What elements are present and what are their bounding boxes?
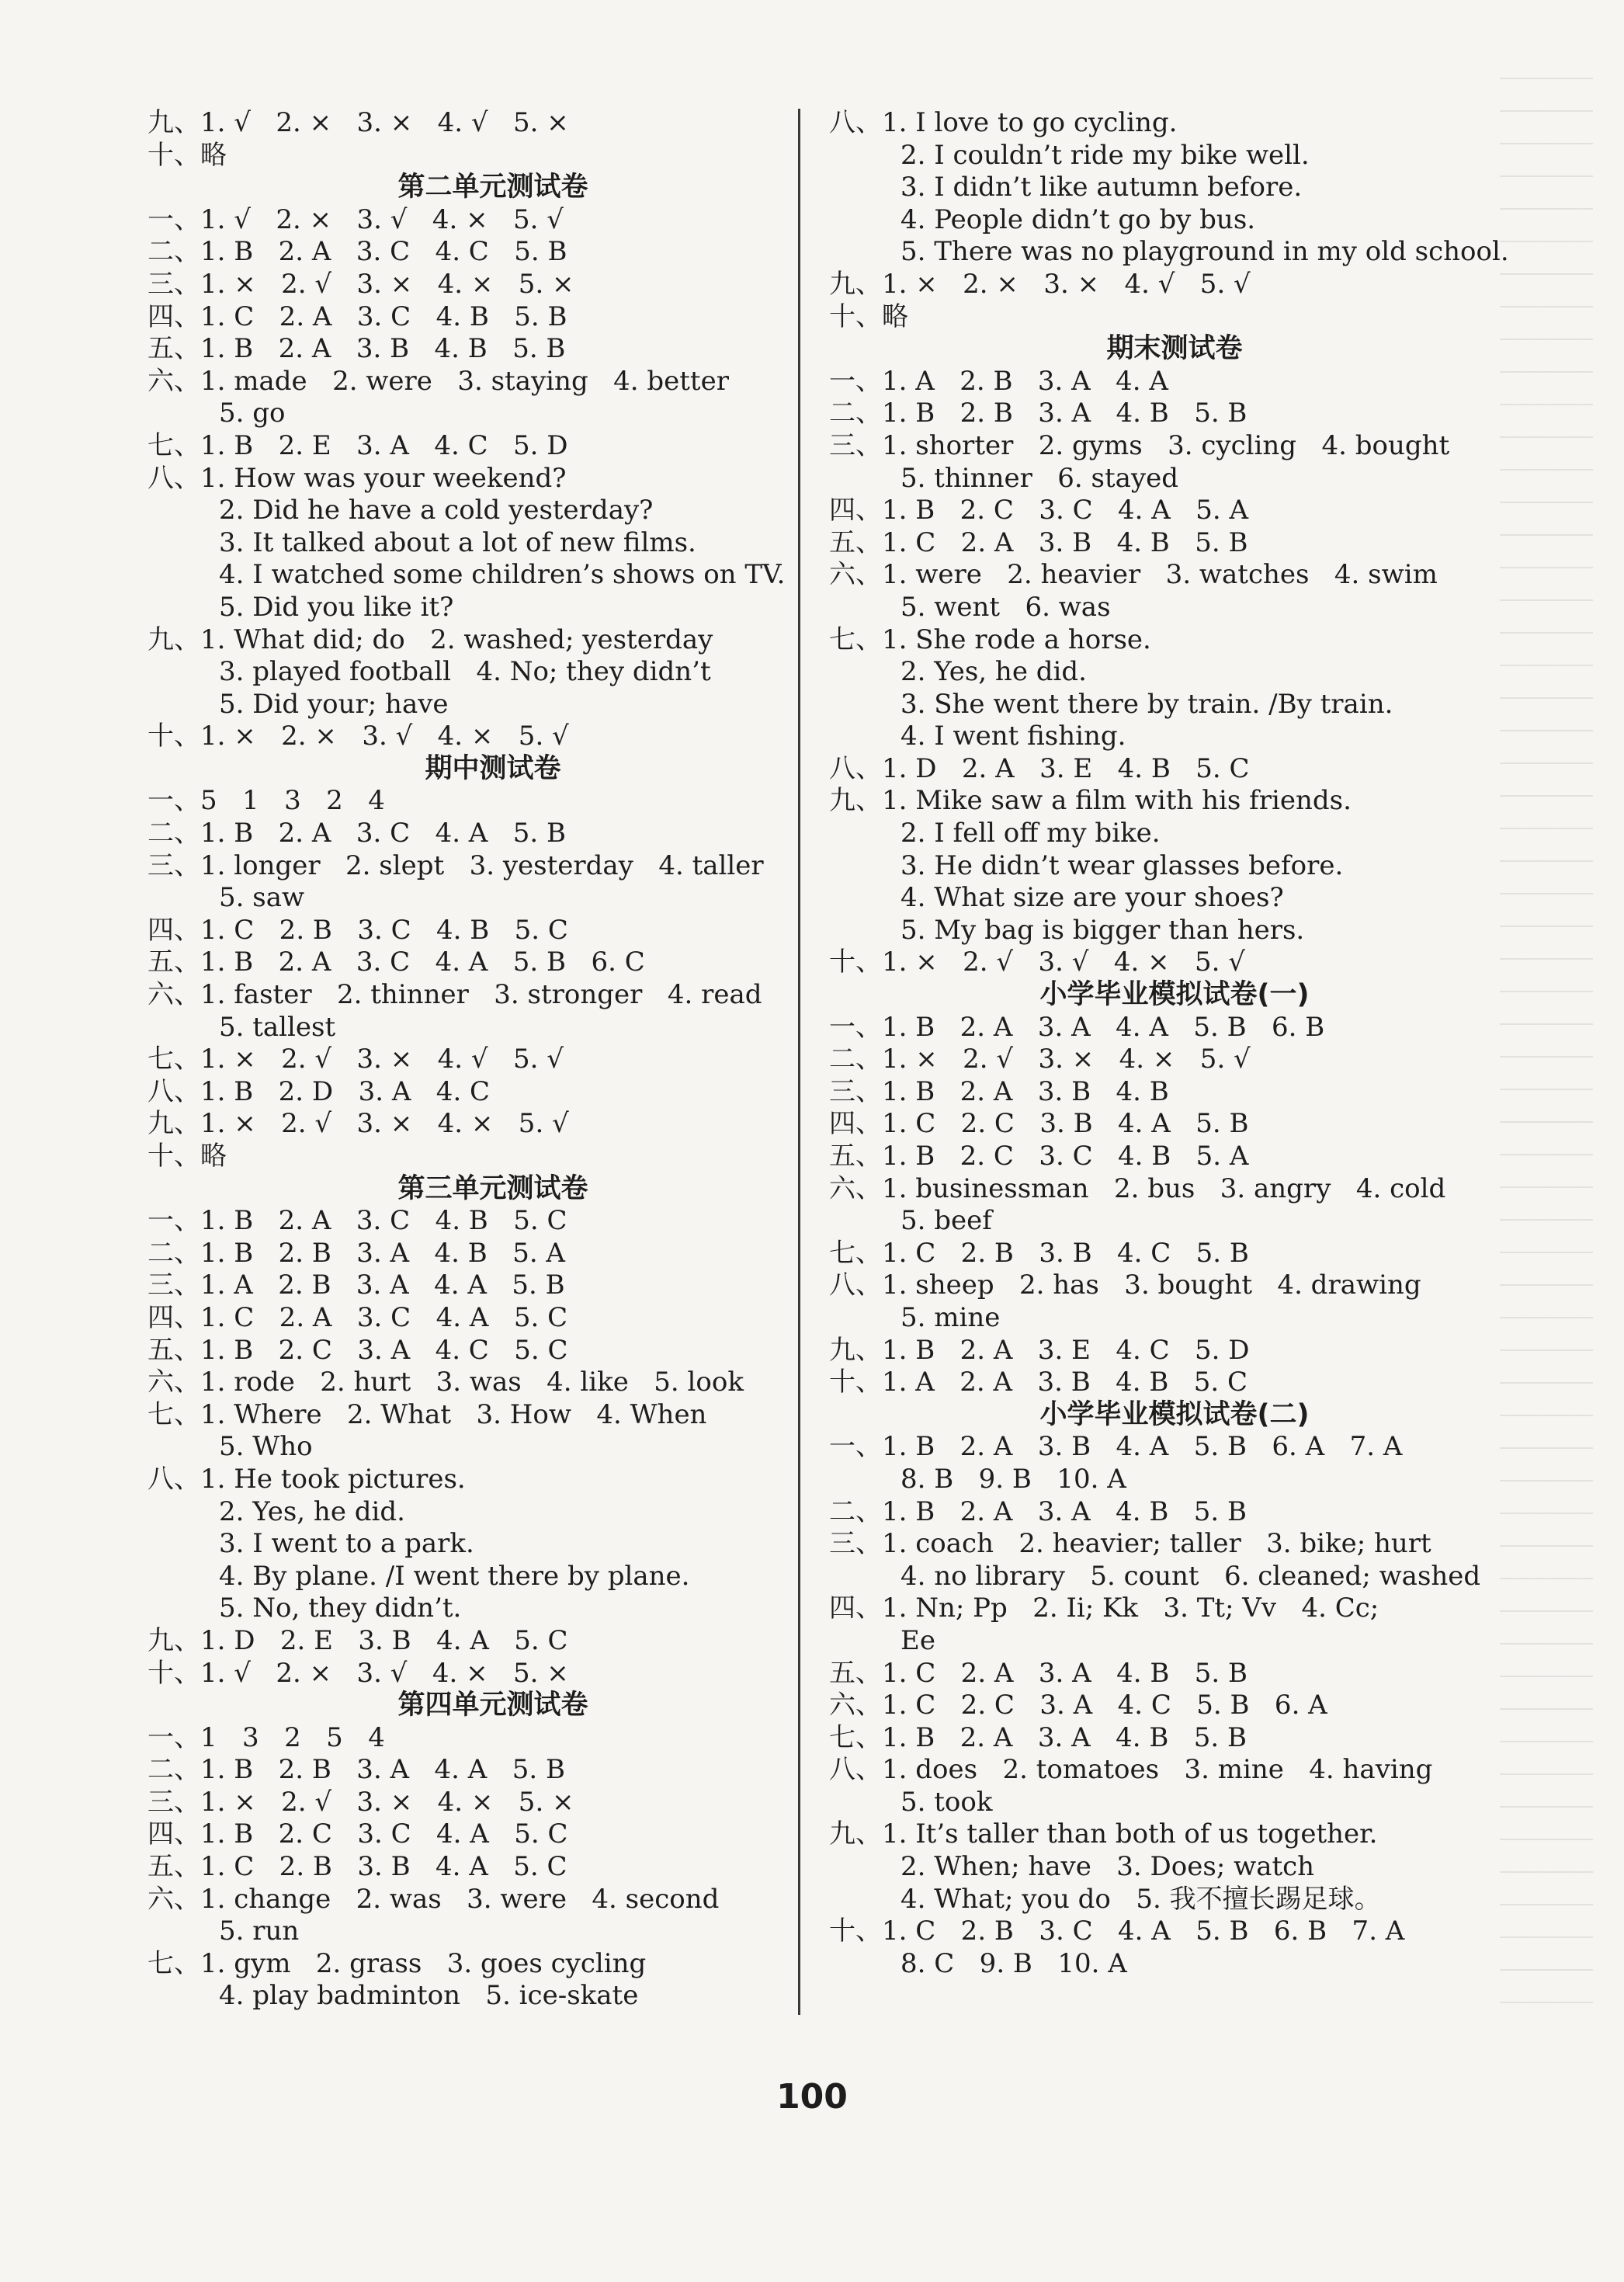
answer-line: 5. thinner 6. stayed	[900, 462, 1178, 494]
answer-line: 2. When; have 3. Does; watch	[900, 1851, 1315, 1883]
section-heading: 期中测试卷	[425, 752, 561, 784]
answer-line: 一、1 3 2 5 4	[147, 1721, 385, 1753]
page-number: 100	[776, 2077, 848, 2117]
answer-line: 六、1. rode 2. hurt 3. was 4. like 5. look	[147, 1367, 744, 1398]
answer-line: 三、1. × 2. √ 3. × 4. × 5. ×	[147, 268, 574, 300]
answer-line: 5. Did you like it?	[219, 591, 454, 623]
answer-line: 3. It talked about a lot of new films.	[219, 526, 696, 558]
answer-line: 六、1. businessman 2. bus 3. angry 4. cold	[829, 1172, 1446, 1204]
answer-line: 5. Who	[219, 1431, 313, 1463]
answer-line: 3. I didn’t like autumn before.	[900, 172, 1303, 203]
answer-line: 3. played football 4. No; they didn’t	[219, 656, 711, 688]
answer-line: 二、1. B 2. B 3. A 4. A 5. B	[147, 1754, 565, 1786]
answer-line: 二、1. B 2. A 3. A 4. B 5. B	[829, 1495, 1247, 1527]
answer-line: 八、1. How was your weekend?	[147, 462, 567, 494]
answer-line: 五、1. C 2. A 3. A 4. B 5. B	[829, 1657, 1248, 1689]
column-divider	[798, 109, 800, 2015]
answer-line: 六、1. were 2. heavier 3. watches 4. swim	[829, 559, 1438, 591]
answer-line: 七、1. Where 2. What 3. How 4. When	[147, 1398, 707, 1430]
answer-line: 2. Yes, he did.	[900, 656, 1087, 688]
answer-line: 4. What size are your shoes?	[900, 882, 1284, 914]
answer-line: 五、1. B 2. C 3. A 4. C 5. C	[147, 1334, 568, 1366]
answer-line: 十、1. × 2. × 3. √ 4. × 5. √	[147, 721, 569, 752]
answer-line: 二、1. × 2. √ 3. × 4. × 5. √	[829, 1044, 1251, 1075]
answer-line: 九、1. × 2. √ 3. × 4. × 5. √	[147, 1108, 569, 1140]
answer-line: 五、1. C 2. A 3. B 4. B 5. B	[829, 526, 1248, 558]
answer-line: 七、1. She rode a horse.	[829, 623, 1151, 655]
answer-line: 8. B 9. B 10. A	[900, 1463, 1126, 1495]
bleed-through	[1500, 78, 1593, 2019]
answer-line: 一、1. B 2. A 3. A 4. A 5. B 6. B	[829, 1011, 1325, 1043]
answer-line: 三、1. × 2. √ 3. × 4. × 5. ×	[147, 1786, 574, 1818]
answer-line: 二、1. B 2. A 3. C 4. A 5. B	[147, 818, 567, 849]
answer-line: 四、1. Nn; Pp 2. Ii; Kk 3. Tt; Vv 4. Cc;	[829, 1593, 1379, 1624]
answer-line: 2. Did he have a cold yesterday?	[219, 495, 654, 526]
answer-line: 一、1. √ 2. × 3. √ 4. × 5. √	[147, 203, 564, 235]
answer-line: 4. play badminton 5. ice-skate	[219, 1980, 639, 2012]
answer-line: 4. By plane. /I went there by plane.	[219, 1560, 690, 1592]
answer-line: 五、1. B 2. C 3. C 4. B 5. A	[829, 1141, 1249, 1172]
answer-line: 一、1. B 2. A 3. B 4. A 5. B 6. A 7. A	[829, 1431, 1403, 1463]
answer-line: 七、1. gym 2. grass 3. goes cycling	[147, 1947, 647, 1979]
answer-line: 十、1. A 2. A 3. B 4. B 5. C	[829, 1367, 1248, 1398]
answer-line: 4. no library 5. count 6. cleaned; washed	[900, 1560, 1481, 1592]
answer-line: 二、1. B 2. B 3. A 4. B 5. A	[147, 1237, 565, 1269]
answer-line: 4. I watched some children’s shows on TV.	[219, 559, 786, 591]
answer-line: 十、略	[147, 1141, 227, 1172]
answer-line: 四、1. C 2. A 3. C 4. A 5. C	[147, 1301, 568, 1333]
answer-line: 九、1. What did; do 2. washed; yesterday	[147, 623, 713, 655]
answer-line: 一、1. B 2. A 3. C 4. B 5. C	[147, 1205, 567, 1237]
answer-line: 七、1. × 2. √ 3. × 4. √ 5. √	[147, 1044, 564, 1075]
answer-line: 5. No, they didn’t.	[219, 1593, 462, 1624]
section-heading: 第四单元测试卷	[397, 1690, 588, 1721]
answer-line: 十、略	[147, 139, 227, 171]
answer-line: 4. What; you do 5. 我不擅长踢足球。	[900, 1883, 1381, 1915]
answer-line: 5. My bag is bigger than hers.	[900, 914, 1305, 946]
answer-line: 九、1. √ 2. × 3. × 4. √ 5. ×	[147, 107, 569, 138]
answer-line: 5. saw	[219, 882, 305, 914]
section-heading: 小学毕业模拟试卷(二)	[1039, 1398, 1310, 1430]
answer-line: 一、1. A 2. B 3. A 4. A	[829, 365, 1168, 397]
answer-line: 三、1. coach 2. heavier; taller 3. bike; hurt	[829, 1528, 1431, 1560]
answer-line: 四、1. C 2. C 3. B 4. A 5. B	[829, 1108, 1249, 1140]
answer-line: 六、1. faster 2. thinner 3. stronger 4. read	[147, 979, 762, 1011]
answer-line: 八、1. He took pictures.	[147, 1463, 466, 1495]
answer-line: 十、1. C 2. B 3. C 4. A 5. B 6. B 7. A	[829, 1916, 1405, 1947]
answer-line: 5. beef	[900, 1205, 992, 1237]
answer-line: 七、1. B 2. E 3. A 4. C 5. D	[147, 429, 568, 461]
answer-line: 八、1. I love to go cycling.	[829, 107, 1178, 138]
answer-line: 七、1. B 2. A 3. A 4. B 5. B	[829, 1721, 1247, 1753]
answer-column-left	[147, 107, 792, 2013]
answer-column-right	[829, 107, 1509, 1980]
answer-line: 三、1. A 2. B 3. A 4. A 5. B	[147, 1270, 565, 1301]
answer-line: 九、1. Mike saw a film with his friends.	[829, 785, 1352, 817]
answer-line: 五、1. C 2. B 3. B 4. A 5. C	[147, 1851, 567, 1883]
answer-line: 三、1. B 2. A 3. B 4. B	[829, 1075, 1169, 1107]
answer-line: 三、1. shorter 2. gyms 3. cycling 4. bought	[829, 429, 1450, 461]
answer-line: 2. I couldn’t ride my bike well.	[900, 139, 1310, 171]
answer-line: 5. tallest	[219, 1011, 336, 1043]
answer-line: 九、1. B 2. A 3. E 4. C 5. D	[829, 1334, 1250, 1366]
answer-line: 3. I went to a park.	[219, 1528, 474, 1560]
answer-line: 八、1. D 2. A 3. E 4. B 5. C	[829, 752, 1250, 784]
answer-line: 二、1. B 2. A 3. C 4. C 5. B	[147, 236, 567, 268]
answer-line: 九、1. × 2. × 3. × 4. √ 5. √	[829, 268, 1251, 300]
answer-line: 八、1. B 2. D 3. A 4. C	[147, 1075, 491, 1107]
answer-line: 五、1. B 2. A 3. C 4. A 5. B 6. C	[147, 946, 645, 978]
answer-line: 六、1. change 2. was 3. were 4. second	[147, 1883, 720, 1915]
answer-line: 八、1. sheep 2. has 3. bought 4. drawing	[829, 1270, 1421, 1301]
section-heading: 第二单元测试卷	[397, 172, 588, 203]
answer-line: 七、1. C 2. B 3. B 4. C 5. B	[829, 1237, 1249, 1269]
section-heading: 期末测试卷	[1106, 333, 1243, 365]
answer-line: 四、1. B 2. C 3. C 4. A 5. C	[147, 1818, 568, 1850]
answer-line: 三、1. longer 2. slept 3. yesterday 4. taller	[147, 849, 764, 881]
answer-line: 5. There was no playground in my old school.	[900, 236, 1509, 268]
answer-line: 3. He didn’t wear glasses before.	[900, 849, 1344, 881]
answer-line: 九、1. D 2. E 3. B 4. A 5. C	[147, 1624, 568, 1656]
answer-line: 五、1. B 2. A 3. B 4. B 5. B	[147, 333, 566, 365]
answer-line: 二、1. B 2. B 3. A 4. B 5. B	[829, 398, 1247, 429]
answer-line: 十、1. √ 2. × 3. √ 4. × 5. ×	[147, 1657, 569, 1689]
section-heading: 第三单元测试卷	[397, 1172, 588, 1204]
answer-line: 六、1. C 2. C 3. A 4. C 5. B 6. A	[829, 1690, 1327, 1721]
answer-line: 5. went 6. was	[900, 591, 1111, 623]
answer-line: 4. People didn’t go by bus.	[900, 203, 1256, 235]
answer-line: 四、1. C 2. B 3. C 4. B 5. C	[147, 914, 568, 946]
answer-line: 八、1. does 2. tomatoes 3. mine 4. having	[829, 1754, 1433, 1786]
section-heading: 小学毕业模拟试卷(一)	[1039, 979, 1310, 1011]
answer-line: 四、1. C 2. A 3. C 4. B 5. B	[147, 300, 567, 332]
answer-line: 4. I went fishing.	[900, 721, 1126, 752]
answer-line: 3. She went there by train. /By train.	[900, 688, 1393, 720]
answer-line: 六、1. made 2. were 3. staying 4. better	[147, 365, 729, 397]
answer-line: 十、略	[829, 300, 908, 332]
answer-line: 5. go	[219, 398, 286, 429]
answer-line: 5. took	[900, 1786, 993, 1818]
answer-line: 5. run	[219, 1916, 300, 1947]
answer-line: 8. C 9. B 10. A	[900, 1947, 1127, 1979]
answer-line: Ee	[900, 1624, 935, 1656]
answer-line: 一、5 1 3 2 4	[147, 785, 385, 817]
answer-line: 四、1. B 2. C 3. C 4. A 5. A	[829, 495, 1249, 526]
answer-line: 十、1. × 2. √ 3. √ 4. × 5. √	[829, 946, 1245, 978]
answer-line: 2. I fell off my bike.	[900, 818, 1161, 849]
answer-line: 5. mine	[900, 1301, 1001, 1333]
answer-line: 5. Did your; have	[219, 688, 449, 720]
answer-line: 九、1. It’s taller than both of us together.	[829, 1818, 1378, 1850]
answer-line: 2. Yes, he did.	[219, 1495, 405, 1527]
